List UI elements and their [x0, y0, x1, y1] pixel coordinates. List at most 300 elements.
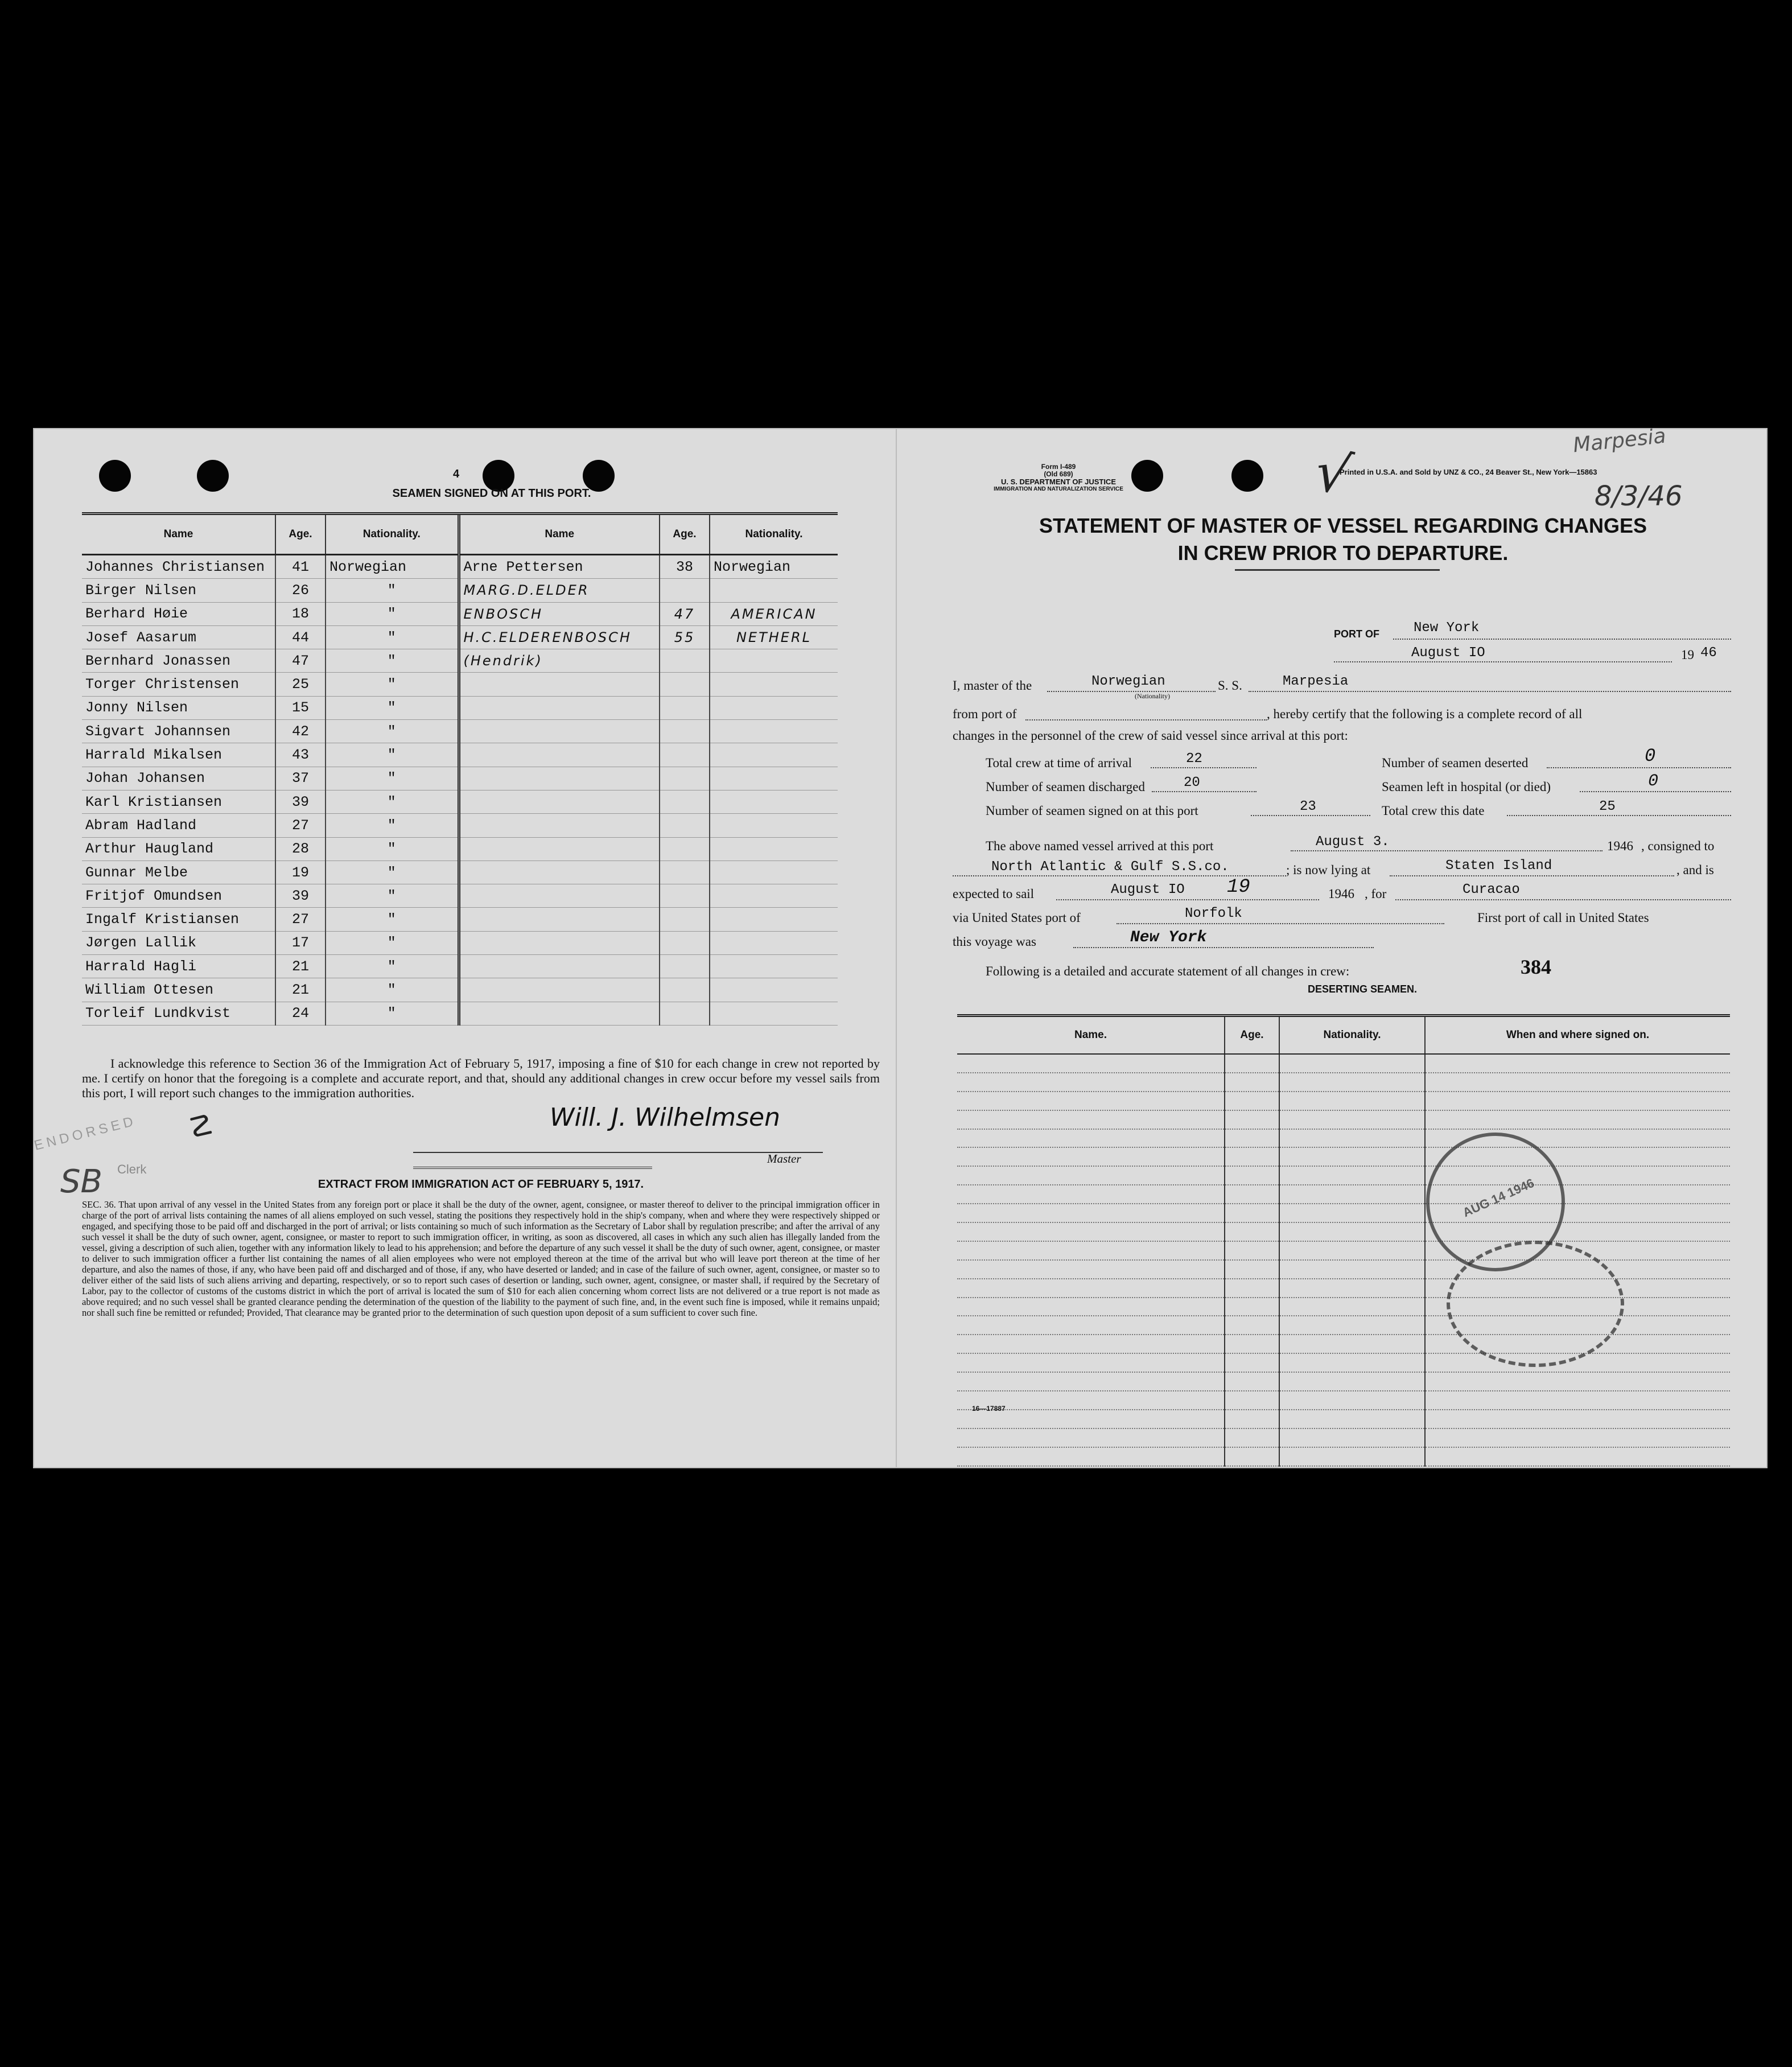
crew-name — [459, 790, 660, 813]
col-nationality: Nationality. — [1279, 1016, 1425, 1055]
empty-cell — [1279, 1353, 1425, 1372]
crew-name: Torleif Lundkvist — [82, 1002, 275, 1025]
crew-nationality: " — [326, 720, 459, 743]
crew-name: Abram Hadland — [82, 814, 275, 837]
table-row — [957, 1147, 1730, 1166]
crew-name: Karl Kristiansen — [82, 790, 275, 813]
seamen-hospital-value: 0 — [1648, 772, 1659, 791]
empty-cell — [1425, 1410, 1730, 1428]
fill-line — [1507, 815, 1731, 816]
empty-cell — [957, 1279, 1225, 1298]
empty-cell — [1279, 1054, 1425, 1073]
expected-handwritten: 19 — [1227, 876, 1250, 898]
crew-name — [459, 978, 660, 1002]
crew-age: 28 — [275, 837, 326, 860]
col-name: Name. — [957, 1016, 1225, 1055]
crew-age — [660, 814, 710, 837]
master-label: Master — [767, 1152, 801, 1166]
empty-cell — [957, 1185, 1225, 1204]
fill-line — [1580, 791, 1731, 792]
crew-age: 21 — [275, 955, 326, 978]
empty-cell — [1279, 1110, 1425, 1129]
form-title — [953, 512, 1733, 567]
crew-name: Birger Nilsen — [82, 579, 275, 602]
crew-nationality — [710, 743, 838, 767]
crew-age: 24 — [275, 1002, 326, 1025]
crew-name: Harrald Mikalsen — [82, 743, 275, 767]
lying-value: Staten Island — [1445, 858, 1552, 874]
table-row — [957, 1073, 1730, 1092]
crew-age — [660, 673, 710, 696]
crew-age — [660, 696, 710, 719]
crew-age: 21 — [275, 978, 326, 1002]
crew-age: 26 — [275, 579, 326, 602]
clerk-label: Clerk — [117, 1162, 147, 1176]
via-value: Norfolk — [1185, 906, 1242, 921]
fill-line — [1056, 899, 1319, 900]
crew-age: 17 — [275, 931, 326, 954]
empty-cell — [957, 1428, 1225, 1447]
table-row — [957, 1410, 1730, 1428]
seamen-deserted-label: Number of seamen deserted — [1382, 756, 1529, 770]
crew-nationality: " — [326, 579, 459, 602]
crew-name: Arne Pettersen — [459, 555, 660, 579]
vessel-name: Marpesia — [1283, 674, 1349, 689]
lying-label: ; is now lying at — [1286, 863, 1371, 877]
crew-nationality — [710, 884, 838, 908]
col-age: Age. — [275, 514, 326, 555]
crew-table — [82, 512, 838, 1026]
empty-cell — [1279, 1410, 1425, 1428]
crew-nationality — [710, 790, 838, 813]
crew-nationality: " — [326, 837, 459, 860]
empty-cell — [1279, 1298, 1425, 1316]
consigned-label: , consigned to — [1641, 839, 1715, 853]
empty-cell — [1225, 1147, 1279, 1166]
empty-cell — [1425, 1447, 1730, 1466]
crew-name — [459, 860, 660, 884]
table-row — [957, 1110, 1730, 1129]
year-prefix: 19 — [1681, 648, 1694, 662]
crew-age: 47 — [660, 602, 710, 625]
title-rule — [1235, 569, 1440, 571]
deserting-title: DESERTING SEAMEN. — [1307, 983, 1418, 995]
crew-name: Bernhard Jonassen — [82, 649, 275, 673]
crew-nationality: " — [326, 814, 459, 837]
fill-line — [1249, 691, 1731, 692]
first-port-label: First port of call in United States — [1477, 911, 1649, 925]
crew-nationality — [710, 837, 838, 860]
certify-text: , hereby certify that the following is a complete record of all — [1267, 707, 1583, 721]
footer-code: 16—17887 — [972, 1405, 1006, 1413]
empty-cell — [957, 1353, 1225, 1372]
for-value: Curacao — [1463, 882, 1520, 897]
table-row — [957, 1166, 1730, 1185]
table-row — [82, 860, 838, 884]
empty-cell — [957, 1222, 1225, 1241]
seamen-signed-label: Number of seamen signed on at this port — [986, 804, 1198, 818]
following-text: Following is a detailed and accurate statement of all changes in crew: — [986, 964, 1350, 978]
empty-cell — [1425, 1110, 1730, 1129]
via-label: via United States port of — [953, 911, 1081, 925]
fill-line — [1151, 767, 1257, 768]
total-crew-date-label: Total crew this date — [1382, 804, 1485, 818]
empty-cell — [1225, 1279, 1279, 1298]
form-number: Form I-489 — [1041, 463, 1076, 471]
crew-name — [459, 767, 660, 790]
vessel-annotation: Marpesia — [1572, 424, 1667, 458]
crew-nationality — [710, 720, 838, 743]
crew-age — [660, 837, 710, 860]
crew-name: Berhard Høie — [82, 602, 275, 625]
fill-line — [1047, 691, 1216, 692]
crew-name: H.C.ELDERENBOSCH — [459, 625, 660, 649]
empty-cell — [957, 1204, 1225, 1222]
empty-cell — [1225, 1353, 1279, 1372]
crew-nationality — [710, 673, 838, 696]
table-row — [82, 1002, 838, 1025]
table-row — [957, 1372, 1730, 1391]
table-row — [957, 1447, 1730, 1466]
crew-age: 37 — [275, 767, 326, 790]
crew-age: 43 — [275, 743, 326, 767]
empty-cell — [1225, 1204, 1279, 1222]
empty-cell — [1279, 1447, 1425, 1466]
crew-nationality — [710, 649, 838, 673]
voyage-label: this voyage was — [953, 934, 1036, 949]
crew-nationality — [710, 978, 838, 1002]
crew-nationality: " — [326, 955, 459, 978]
crew-name — [459, 743, 660, 767]
empty-cell — [957, 1166, 1225, 1185]
port-stamp — [1447, 1241, 1624, 1367]
empty-cell — [1279, 1372, 1425, 1391]
empty-cell — [1279, 1147, 1425, 1166]
crew-name: Josef Aasarum — [82, 625, 275, 649]
extract-text: SEC. 36. That upon arrival of any vessel in the United States from any foreign port or place it shall be the duty of the owner, agent, consignee, or master thereof to deliver to the principal immigration officer in charge of the port of arrival lists containing the names of all aliens employed on such vessel, stating the positions they respectively hold in the ship's company, when and where they were respectively shipped or engaged, and specifying those to be paid off and discharged in the port of arrival; or lists containing so much of such information as the Secretary of Labor shall by regulation prescribe; and after the arrival of any such vessel it shall be the duty of such owner, agent, consignee, or master to report to such immigration officer, in writing, as soon as discovered, all cases in which any such alien has illegally landed from the vessel, giving a description of such alien, together with any information likely to lead to his apprehension; and before the departure of any such vessel it shall be the duty of such owner, agent, consignee, or master to deliver to such immigration officer a further list containing the names of all alien employees who were not employed thereon at the time of the arrival but who will leave port thereon at the time of her departure, and also the names of those, if any, who have been paid off and discharged and of those, if any, who have deserted or landed; and in case of the failure of such owner, agent, consignee, or master so to deliver either of the said lists of such aliens arriving and departing, respectively, or so to report such cases of desertion or landing, such owner, agent, consignee, or master shall, if required by the Secretary of Labor, pay to the collector of customs of the customs district in which the port of arrival is located the sum of $10 for each alien concerning whom correct lists are not delivered or a true report is not made as above required; and no such vessel shall be granted clearance pending the determination of the question of the liability to the payment of such fine, and, in the event such fine is imposed, while it remains unpaid; nor shall such fine be remitted or refunded; Provided, That clearance may be granted prior to the determination of such question upon deposit of a sum sufficient to cover such fine. — [82, 1199, 880, 1318]
empty-cell — [1279, 1166, 1425, 1185]
table-row — [957, 1092, 1730, 1110]
empty-cell — [1225, 1129, 1279, 1148]
crew-age: 42 — [275, 720, 326, 743]
table-row — [957, 1054, 1730, 1073]
for-label: , for — [1365, 887, 1387, 901]
checkmark-icon: √ — [1309, 438, 1357, 509]
crew-name: Sigvart Johannsen — [82, 720, 275, 743]
and-is-text: , and is — [1676, 863, 1714, 877]
table-row — [82, 790, 838, 813]
empty-cell — [1425, 1428, 1730, 1447]
table-row — [957, 1428, 1730, 1447]
empty-cell — [1425, 1054, 1730, 1073]
crew-age — [660, 767, 710, 790]
seamen-discharged-value: 20 — [1184, 775, 1200, 790]
crew-nationality: " — [326, 673, 459, 696]
crew-name — [459, 1002, 660, 1025]
table-row — [957, 1185, 1730, 1204]
crew-age: 15 — [275, 696, 326, 719]
crew-name: ENBOSCH — [459, 602, 660, 625]
seamen-discharged-label: Number of seamen discharged — [986, 780, 1145, 794]
extract-title: EXTRACT FROM IMMIGRATION ACT OF FEBRUARY 5, 1917. — [318, 1178, 644, 1191]
crew-nationality: " — [326, 696, 459, 719]
crew-name: MARG.D.ELDER — [459, 579, 660, 602]
endorsed-stamp: ENDORSED — [32, 1113, 138, 1154]
crew-name: Torger Christensen — [82, 673, 275, 696]
table-row — [82, 673, 838, 696]
crew-age: 27 — [275, 814, 326, 837]
col-age: Age. — [1225, 1016, 1279, 1055]
col-name: Name — [82, 514, 275, 555]
col-age: Age. — [660, 514, 710, 555]
empty-cell — [957, 1260, 1225, 1279]
empty-cell — [957, 1054, 1225, 1073]
department: U. S. DEPARTMENT OF JUSTICE — [1001, 477, 1116, 486]
empty-cell — [1279, 1335, 1425, 1353]
empty-cell — [1225, 1092, 1279, 1110]
crew-name: Jørgen Lallik — [82, 931, 275, 954]
empty-cell — [1225, 1447, 1279, 1466]
crew-age — [660, 743, 710, 767]
service-name: IMMIGRATION AND NATURALIZATION SERVICE — [994, 486, 1123, 492]
crew-age — [660, 790, 710, 813]
crew-name — [459, 814, 660, 837]
crew-age — [660, 860, 710, 884]
crew-nationality: " — [326, 1002, 459, 1025]
page-number: 4 — [453, 468, 460, 480]
empty-cell — [1425, 1073, 1730, 1092]
total-crew-date-value: 25 — [1599, 799, 1616, 814]
clerk-initials: SB — [60, 1163, 102, 1200]
table-row — [82, 908, 838, 931]
table-row — [82, 884, 838, 908]
arrived-value: August 3. — [1316, 834, 1390, 850]
crew-nationality — [710, 767, 838, 790]
expected-value: August IO — [1111, 882, 1185, 897]
form-count: 384 — [1521, 956, 1551, 978]
total-crew-arrival-value: 22 — [1186, 751, 1202, 767]
crew-nationality: " — [326, 602, 459, 625]
table-row — [957, 1391, 1730, 1410]
table-row — [82, 696, 838, 719]
crew-nationality: " — [326, 790, 459, 813]
year-value: 46 — [1700, 645, 1717, 661]
master-signature: Will. J. Wilhelmsen — [550, 1103, 780, 1132]
crew-age: 19 — [275, 860, 326, 884]
empty-cell — [1225, 1428, 1279, 1447]
seamen-hospital-label: Seamen left in hospital (or died) — [1382, 780, 1551, 794]
crew-age: 39 — [275, 790, 326, 813]
table-row — [82, 767, 838, 790]
empty-cell — [1279, 1222, 1425, 1241]
crew-name: Johan Johansen — [82, 767, 275, 790]
title-line-1: STATEMENT OF MASTER OF VESSEL REGARDING CHANGES — [1039, 514, 1647, 537]
fill-line — [1390, 875, 1674, 876]
table-row — [957, 1204, 1730, 1222]
empty-cell — [957, 1372, 1225, 1391]
table-row — [957, 1222, 1730, 1241]
empty-cell — [1225, 1222, 1279, 1241]
arrived-year: 1946 — [1607, 839, 1633, 853]
fill-line — [1117, 923, 1444, 924]
crew-name: Harrald Hagli — [82, 955, 275, 978]
table-row — [82, 649, 838, 673]
fill-line — [1334, 661, 1672, 662]
crew-nationality: " — [326, 860, 459, 884]
empty-cell — [1279, 1316, 1425, 1335]
crew-nationality — [710, 931, 838, 954]
fill-line — [1547, 767, 1731, 768]
empty-cell — [1225, 1260, 1279, 1279]
empty-cell — [957, 1241, 1225, 1260]
table-row — [82, 743, 838, 767]
table-row — [82, 555, 838, 579]
empty-cell — [1425, 1391, 1730, 1410]
fill-line — [1393, 639, 1731, 640]
table-row — [82, 837, 838, 860]
acknowledgment-text: I acknowledge this reference to Section 36 of the Immigration Act of February 5, 1917, imposing a fine of $10 for each change in crew not reported by me. I certify on honor that the foregoing is a complete and accurate report, and that, should any additional changes in crew occur before my vessel sails from this port, I will report such changes to the immigration authorities. — [82, 1056, 880, 1100]
crew-name — [459, 837, 660, 860]
crew-age — [660, 579, 710, 602]
empty-cell — [1225, 1298, 1279, 1316]
empty-cell — [957, 1316, 1225, 1335]
crew-name — [459, 696, 660, 719]
crew-nationality: " — [326, 743, 459, 767]
punch-hole — [99, 460, 131, 492]
extract-rule — [413, 1167, 652, 1169]
col-nationality: Nationality. — [326, 514, 459, 555]
empty-cell — [1425, 1372, 1730, 1391]
section-title: SEAMEN SIGNED ON AT THIS PORT. — [392, 487, 591, 500]
crew-age — [660, 1002, 710, 1025]
crew-name: Jonny Nilsen — [82, 696, 275, 719]
crew-name — [459, 908, 660, 931]
nationality-caption: (Nationality) — [1135, 692, 1170, 700]
table-row — [82, 814, 838, 837]
crew-nationality — [710, 1002, 838, 1025]
fill-line — [1395, 899, 1731, 900]
date-value: August IO — [1411, 645, 1485, 661]
crew-nationality: Norwegian — [710, 555, 838, 579]
empty-cell — [1225, 1054, 1279, 1073]
crew-name: Johannes Christiansen — [82, 555, 275, 579]
table-row — [82, 978, 838, 1002]
crew-age — [660, 931, 710, 954]
stamp-date: AUG 14 1946 — [1460, 1175, 1536, 1220]
empty-cell — [1279, 1204, 1425, 1222]
crew-name: Gunnar Melbe — [82, 860, 275, 884]
crew-name: William Ottesen — [82, 978, 275, 1002]
date-annotation: 8/3/46 — [1595, 480, 1683, 512]
empty-cell — [1225, 1110, 1279, 1129]
crew-name — [459, 955, 660, 978]
empty-cell — [1225, 1391, 1279, 1410]
empty-cell — [957, 1129, 1225, 1148]
seamen-deserted-value: 0 — [1645, 746, 1656, 767]
crew-age — [660, 978, 710, 1002]
crew-nationality: " — [326, 908, 459, 931]
crew-name: Ingalf Kristiansen — [82, 908, 275, 931]
crew-nationality — [710, 908, 838, 931]
crew-nationality: " — [326, 649, 459, 673]
fill-line — [1152, 791, 1257, 792]
crew-nationality: Norwegian — [326, 555, 459, 579]
empty-cell — [1225, 1372, 1279, 1391]
crew-name: Arthur Haugland — [82, 837, 275, 860]
crew-nationality: " — [326, 625, 459, 649]
empty-cell — [1279, 1073, 1425, 1092]
table-row — [82, 602, 838, 625]
arrived-label: The above named vessel arrived at this port — [986, 839, 1214, 853]
empty-cell — [1225, 1185, 1279, 1204]
table-row — [82, 625, 838, 649]
clerk-initials-mark: ☡ — [188, 1110, 215, 1144]
empty-cell — [1225, 1335, 1279, 1353]
crew-nationality — [710, 860, 838, 884]
title-line-2: IN CREW PRIOR TO DEPARTURE. — [1177, 541, 1509, 565]
empty-cell — [1225, 1073, 1279, 1092]
empty-cell — [957, 1335, 1225, 1353]
crew-nationality: " — [326, 931, 459, 954]
crew-nationality: " — [326, 978, 459, 1002]
punch-hole — [197, 460, 229, 492]
crew-name: (Hendrik) — [459, 649, 660, 673]
signature-line — [413, 1152, 823, 1153]
empty-cell — [957, 1110, 1225, 1129]
empty-cell — [957, 1298, 1225, 1316]
crew-age — [660, 908, 710, 931]
expected-label: expected to sail — [953, 887, 1035, 901]
seamen-signed-value: 23 — [1300, 799, 1316, 814]
empty-cell — [957, 1447, 1225, 1466]
col-signed-on: When and where signed on. — [1425, 1016, 1730, 1055]
form-header — [962, 463, 1155, 493]
table-row — [82, 720, 838, 743]
crew-age: 18 — [275, 602, 326, 625]
crew-nationality: " — [326, 884, 459, 908]
crew-age: 44 — [275, 625, 326, 649]
empty-cell — [1279, 1428, 1425, 1447]
empty-cell — [1279, 1092, 1425, 1110]
total-crew-arrival-label: Total crew at time of arrival — [986, 756, 1132, 770]
empty-cell — [957, 1073, 1225, 1092]
crew-age — [660, 884, 710, 908]
crew-age: 39 — [275, 884, 326, 908]
crew-table-header — [82, 514, 838, 555]
crew-age — [660, 955, 710, 978]
crew-name — [459, 673, 660, 696]
empty-cell — [1279, 1185, 1425, 1204]
voyage-value: New York — [1130, 929, 1207, 946]
crew-name — [459, 884, 660, 908]
crew-nationality — [710, 814, 838, 837]
crew-name: Fritjof Omundsen — [82, 884, 275, 908]
fill-line — [1073, 947, 1374, 948]
port-value: New York — [1414, 620, 1480, 636]
right-page — [896, 424, 1768, 1468]
crew-nationality: NETHERL — [710, 625, 838, 649]
table-row — [82, 579, 838, 602]
empty-cell — [1225, 1166, 1279, 1185]
table-row — [957, 1129, 1730, 1148]
punch-hole — [1231, 460, 1263, 492]
empty-cell — [957, 1147, 1225, 1166]
crew-name — [459, 720, 660, 743]
ss-label: S. S. — [1218, 678, 1242, 693]
col-nationality: Nationality. — [710, 514, 838, 555]
deserting-seamen-table — [957, 1014, 1730, 1467]
empty-cell — [1279, 1391, 1425, 1410]
